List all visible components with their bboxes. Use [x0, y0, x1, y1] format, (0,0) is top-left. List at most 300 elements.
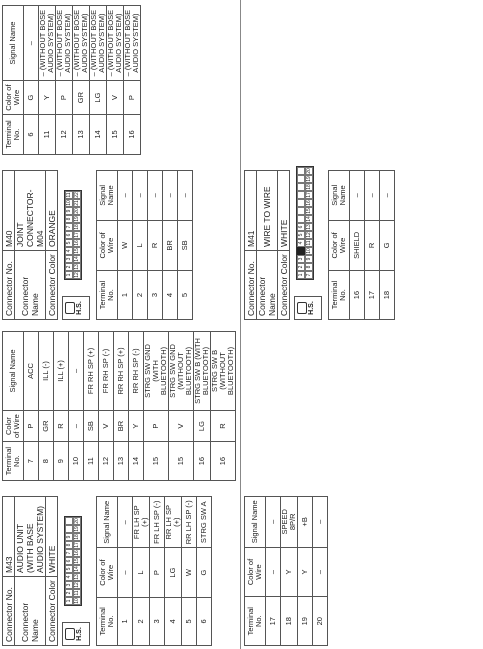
pin-cell: 8: [65, 215, 73, 223]
signal-name: STRG SW GND (WITHOUT BLUETOOTH): [169, 332, 194, 411]
terminal-row: [118, 497, 133, 646]
panel-m43-cont: [244, 326, 480, 646]
wire-color: R: [148, 220, 163, 270]
hs-badge: [62, 296, 90, 320]
terminal-no: 20: [313, 597, 328, 646]
signal-name: –: [313, 497, 328, 548]
header-row: [15, 171, 46, 320]
center-divider-vertical: [240, 0, 241, 649]
terminal-row: [133, 497, 150, 646]
connector-diagram: [58, 165, 96, 320]
terminal-row: [178, 171, 193, 320]
pin-cell-empty: [297, 183, 305, 191]
connector-name-label: Connector Name: [257, 251, 278, 320]
signal-name-header: Signal Name: [3, 332, 24, 411]
signal-name: – (WITHOUT BOSE AUDIO SYSTEM): [90, 6, 107, 81]
header-row: [257, 171, 278, 320]
terminal-table-header: [3, 332, 24, 481]
wire-color: G: [197, 548, 212, 597]
pin-cell-empty: [297, 207, 305, 215]
terminal-no: 16: [211, 442, 236, 481]
signal-name: –: [266, 497, 281, 548]
terminal-row: [313, 497, 328, 646]
wire-color: V: [169, 410, 194, 441]
pin-cell-empty: [65, 517, 73, 525]
terminal-no: 13: [73, 114, 90, 154]
terminal-no: 18: [281, 597, 298, 646]
signal-name: +B: [298, 497, 313, 548]
wire-color: G: [24, 81, 39, 115]
m40-left: [2, 165, 193, 320]
wire-color: P: [124, 81, 141, 115]
signal-name: –: [380, 171, 395, 221]
pin-cell: 6: [65, 231, 73, 239]
header-row: [15, 497, 46, 646]
pin-cell: 13: [74, 574, 80, 580]
terminal-row: [84, 332, 99, 481]
terminal-no: 7: [24, 442, 39, 481]
terminal-row: [24, 6, 39, 155]
signal-name: FR RH SP (+): [84, 332, 99, 411]
wire-color: P: [56, 81, 73, 115]
terminal-table: [244, 496, 328, 646]
terminal-no: 12: [99, 442, 114, 481]
pin-cell: 20: [74, 518, 80, 524]
pin-cell: 3: [65, 255, 73, 263]
terminal-row: [129, 332, 144, 481]
wire-color-header: Color of Wire: [3, 81, 24, 115]
terminal-row: [99, 332, 114, 481]
terminal-no: 13: [114, 442, 129, 481]
header-row: [278, 171, 290, 320]
wire-color-header: Color of Wire: [3, 410, 24, 441]
signal-name: –: [118, 497, 133, 548]
pin-cell: 5: [297, 231, 305, 239]
connector-icon: [65, 628, 75, 640]
signal-name: – (WITHOUT BOSE AUDIO SYSTEM): [124, 6, 141, 81]
wire-color: –: [313, 547, 328, 597]
terminal-no: 11: [39, 114, 56, 154]
wire-color: BR: [163, 220, 178, 270]
terminal-row: [197, 497, 212, 646]
terminal-no: 19: [298, 597, 313, 646]
terminal-row: [54, 332, 69, 481]
terminal-no: 8: [39, 442, 54, 481]
pin-cell: 19: [74, 216, 80, 222]
terminal-no: 18: [380, 271, 395, 320]
connector-number-value: M43: [3, 497, 15, 577]
signal-name: – (WITHOUT BOSE AUDIO SYSTEM): [73, 6, 90, 81]
terminal-row: [281, 497, 298, 646]
terminal-row: [298, 497, 313, 646]
terminal-no: 3: [148, 271, 163, 320]
signal-name-header: Signal Name: [3, 6, 24, 81]
header-row: [46, 497, 58, 646]
wire-color: P: [144, 410, 169, 441]
pin-cell: 16: [74, 240, 80, 246]
wire-color: GR: [73, 81, 90, 115]
wire-color: –: [118, 548, 133, 597]
terminal-no: 2: [133, 271, 148, 320]
m43-left: [2, 491, 212, 646]
header-row: [46, 171, 58, 320]
wire-color: P: [24, 410, 39, 441]
signal-name: FR RH SP (-): [99, 332, 114, 411]
wire-color: Y: [129, 410, 144, 441]
pin-cell: 12: [74, 582, 80, 588]
wire-color: SHIELD: [350, 220, 365, 271]
pin-cell: 16: [306, 200, 312, 206]
terminal-row: [144, 332, 169, 481]
signal-name: –: [69, 332, 84, 411]
wire-color: Y: [298, 547, 313, 597]
terminal-row: [148, 171, 163, 320]
pin-cell: 15: [74, 248, 80, 254]
wire-color: P: [150, 548, 165, 597]
pin-cell: 20: [306, 168, 312, 174]
terminal-no: 1: [118, 597, 133, 645]
pin-cell: 18: [306, 184, 312, 190]
header-row: [245, 171, 257, 320]
connector-diagram: [58, 491, 96, 646]
signal-name: STRG SW GND (WITH BLUETOOTH): [144, 332, 169, 411]
pin-cell: 11: [66, 192, 72, 198]
pin-cell: 5: [65, 565, 73, 573]
pin-cell: 16: [74, 550, 80, 556]
pin-cell: 7: [65, 223, 73, 231]
pin-cell: 8: [65, 541, 73, 549]
terminal-table: [2, 331, 236, 481]
terminal-row: [169, 332, 194, 481]
connector-number-value: M40: [3, 171, 15, 251]
pin-cell: 20: [74, 208, 80, 214]
terminal-no: 6: [197, 597, 212, 645]
pin-cell: 1: [65, 597, 73, 605]
signal-name: –: [133, 171, 148, 221]
terminal-row: [350, 171, 365, 320]
pin-cell: 22: [74, 192, 80, 198]
terminal-row: [39, 332, 54, 481]
pin-cell-empty: [297, 191, 305, 199]
terminal-row: [107, 6, 124, 155]
connector-name-value: WIRE TO WIRE: [257, 171, 278, 251]
header-row: [3, 171, 15, 320]
terminal-no: 9: [54, 442, 69, 481]
wire-color: Y: [39, 81, 56, 115]
terminal-row: [39, 6, 56, 155]
terminal-row: [163, 171, 178, 320]
pin-cell: 2: [297, 263, 305, 271]
signal-name: –: [178, 171, 193, 221]
terminal-no-header: Terminal No.: [97, 271, 118, 320]
terminal-row: [150, 497, 165, 646]
header-row: [3, 497, 15, 646]
terminal-row: [211, 332, 236, 481]
signal-name: RR RH SP (+): [114, 332, 129, 411]
signal-name: STRG SW B (WITHOUT BLUETOOTH): [211, 332, 236, 411]
terminal-table: [96, 496, 212, 646]
terminal-row: [118, 171, 133, 320]
pin-cell: 6: [65, 557, 73, 565]
terminal-row: [24, 332, 39, 481]
connector-header: [2, 496, 58, 646]
connector-number-label: Connector No.: [245, 251, 257, 320]
terminal-no: 12: [56, 114, 73, 154]
terminal-no: 4: [165, 597, 182, 645]
terminal-row: [73, 6, 90, 155]
pin-cell: 1: [297, 271, 305, 279]
terminal-no: 1: [118, 271, 133, 320]
m40-right: [2, 5, 141, 155]
signal-name: –: [350, 171, 365, 221]
signal-name-header: Signal Name: [329, 171, 350, 221]
connector-number-label: Connector No.: [3, 251, 15, 320]
wire-color-header: Color of Wire: [245, 547, 266, 597]
pin-layout: [64, 516, 82, 606]
wire-color: LG: [90, 81, 107, 115]
pin-cell: 8: [305, 263, 313, 271]
terminal-row: [182, 497, 197, 646]
connector-color-label: Connector Color: [46, 577, 58, 646]
pin-cell: 2: [65, 263, 73, 271]
signal-name: STRG SW A: [197, 497, 212, 548]
pin-cell: 3: [297, 255, 305, 263]
signal-name-header: Signal Name: [97, 171, 118, 221]
terminal-no: 16: [124, 114, 141, 154]
wire-color: W: [118, 220, 133, 270]
pin-cell: 9: [65, 207, 73, 215]
signal-name: –: [118, 171, 133, 221]
terminal-row: [114, 332, 129, 481]
terminal-row: [380, 171, 395, 320]
pin-layout: [64, 190, 82, 280]
pin-cell: 14: [74, 256, 80, 262]
pin-cell: 19: [306, 176, 312, 182]
wire-color: Y: [281, 547, 298, 597]
panel-m43: [2, 326, 238, 646]
terminal-row: [124, 6, 141, 155]
hs-label: H.S.: [76, 301, 83, 315]
terminal-table-header: [329, 171, 350, 320]
hs-label: H.S.: [308, 301, 315, 315]
pin-cell: 4: [65, 247, 73, 255]
pin-cell: 6: [297, 223, 305, 231]
pin-cell: 12: [306, 232, 312, 238]
m43c-left: [244, 496, 328, 646]
connector-icon: [297, 302, 307, 314]
terminal-row: [194, 332, 211, 481]
signal-name-header: Signal Name: [97, 497, 118, 548]
signal-name: FR LH SP (-): [150, 497, 165, 548]
signal-name: RR LH SP (+): [165, 497, 182, 548]
connector-color-label: Connector Color: [46, 251, 58, 320]
pin-cell: 7: [65, 549, 73, 557]
terminal-no: 3: [150, 597, 165, 645]
wire-color: GR: [39, 410, 54, 441]
pin-cell-empty: [297, 167, 305, 175]
panel-row: [2, 326, 236, 646]
pin-cell: 10: [306, 248, 312, 254]
connector-header: [2, 170, 58, 320]
pin-cell: 21: [74, 200, 80, 206]
terminal-row: [90, 6, 107, 155]
terminal-table: [2, 5, 141, 155]
pin-cell: 19: [74, 526, 80, 532]
wire-color-header: Color of Wire: [97, 548, 118, 597]
connector-icon: [65, 302, 75, 314]
terminal-no: 5: [182, 597, 197, 645]
signal-name: ACC: [24, 332, 39, 411]
pin-cell: 18: [74, 534, 80, 540]
terminal-no-header: Terminal No.: [3, 442, 24, 481]
connector-name-label: Connector Name: [15, 577, 46, 646]
connector-color-value: ORANGE: [46, 171, 58, 251]
m41-left: [244, 165, 395, 320]
terminal-row: [133, 171, 148, 320]
wire-color: LG: [165, 548, 182, 597]
pin-cell-empty: [297, 175, 305, 183]
signal-name: RR LH SP (-): [182, 497, 197, 548]
wire-color: –: [266, 547, 281, 597]
hs-badge: [294, 296, 322, 320]
pin-cell: 10: [66, 200, 72, 206]
terminal-table: [96, 170, 193, 320]
terminal-row: [69, 332, 84, 481]
terminal-no-header: Terminal No.: [329, 271, 350, 320]
pin-cell: 9: [305, 255, 313, 263]
connector-diagram: [290, 165, 328, 320]
pin-layout: [296, 166, 314, 280]
pin-cell: 17: [74, 232, 80, 238]
pin-cell: [297, 247, 305, 255]
connector-number-label: Connector No.: [3, 577, 15, 646]
wire-color: R: [365, 220, 380, 271]
terminal-table-header: [245, 497, 266, 646]
signal-name: – (WITHOUT BOSE AUDIO SYSTEM): [39, 6, 56, 81]
pin-cell-empty: [297, 215, 305, 223]
panel-m41: [244, 0, 480, 320]
pin-cell: 3: [65, 581, 73, 589]
wire-color: SB: [178, 220, 193, 270]
wire-color: L: [133, 220, 148, 270]
hs-badge: [62, 622, 90, 646]
signal-name: – (WITHOUT BOSE AUDIO SYSTEM): [107, 6, 124, 81]
signal-name: FR LH SP (+): [133, 497, 150, 548]
terminal-no-header: Terminal No.: [97, 597, 118, 645]
connector-name-value: JOINT CONNECTOR-M04: [15, 171, 46, 251]
terminal-no: 10: [69, 442, 84, 481]
terminal-row: [165, 497, 182, 646]
pin-cell: 13: [306, 224, 312, 230]
terminal-row: [56, 6, 73, 155]
terminal-no-header: Terminal No.: [3, 114, 24, 154]
signal-name: SPEED 8P/R: [281, 497, 298, 548]
signal-name-header: Signal Name: [245, 497, 266, 548]
wire-color: R: [211, 410, 236, 441]
pin-cell: 17: [306, 192, 312, 198]
pin-cell: 7: [305, 271, 313, 279]
pin-cell: 10: [74, 598, 80, 604]
terminal-no: 6: [24, 114, 39, 154]
connector-name-label: Connector Name: [15, 251, 46, 320]
pin-cell: 1: [65, 271, 73, 279]
signal-name: –: [365, 171, 380, 221]
pin-cell: 14: [306, 216, 312, 222]
terminal-no: 15: [169, 442, 194, 481]
pin-cell: 13: [74, 264, 80, 270]
wire-color: V: [99, 410, 114, 441]
signal-name: STRG SW B (WITH BLUETOOTH): [194, 332, 211, 411]
terminal-row: [365, 171, 380, 320]
pin-cell: 12: [74, 272, 80, 278]
wire-color: L: [133, 548, 150, 597]
pin-cell-empty: [297, 199, 305, 207]
terminal-no: 17: [365, 271, 380, 320]
wire-color-header: Color of Wire: [97, 220, 118, 270]
connector-number-value: M41: [245, 171, 257, 251]
wire-color: BR: [114, 410, 129, 441]
wire-color: V: [107, 81, 124, 115]
signal-name: RR RH SP (-): [129, 332, 144, 411]
wire-color: G: [380, 220, 395, 271]
terminal-no: 4: [163, 271, 178, 320]
panel-row: [244, 326, 328, 646]
signal-name: ILL (-): [39, 332, 54, 411]
pin-cell: 11: [306, 240, 312, 246]
wire-color: SB: [84, 410, 99, 441]
pin-cell: 2: [65, 589, 73, 597]
panel-row: [2, 0, 193, 320]
terminal-table-header: [3, 6, 24, 155]
connector-color-value: WHITE: [278, 171, 290, 251]
pin-cell-empty: [65, 525, 73, 533]
pin-cell: 9: [65, 533, 73, 541]
terminal-no: 2: [133, 597, 150, 645]
terminal-no-header: Terminal No.: [245, 597, 266, 646]
terminal-no: 15: [144, 442, 169, 481]
terminal-no: 16: [194, 442, 211, 481]
signal-name: –: [24, 6, 39, 81]
wire-color-header: Color of Wire: [329, 220, 350, 271]
connector-name-value: AUDIO UNIT (WITH BASE AUDIO SYSTEM): [15, 497, 46, 577]
pin-cell: 17: [74, 542, 80, 548]
signal-name: –: [148, 171, 163, 221]
pin-cell: 15: [306, 208, 312, 214]
terminal-no: 11: [84, 442, 99, 481]
terminal-no: 16: [350, 271, 365, 320]
connector-color-label: Connector Color: [278, 251, 290, 320]
hs-label: H.S.: [76, 627, 83, 641]
pin-cell: 15: [74, 558, 80, 564]
m43-right: [2, 331, 236, 481]
connector-header: [244, 170, 290, 320]
terminal-table: [328, 170, 395, 320]
wire-color: W: [182, 548, 197, 597]
panel-row: [244, 0, 395, 320]
pin-cell: 11: [74, 590, 80, 596]
pin-cell: 14: [74, 566, 80, 572]
terminal-row: [266, 497, 281, 646]
pin-cell: 18: [74, 224, 80, 230]
pin-cell: 4: [65, 573, 73, 581]
pin-cell: 5: [65, 239, 73, 247]
terminal-no: 15: [107, 114, 124, 154]
terminal-table-header: [97, 171, 118, 320]
terminal-no: 17: [266, 597, 281, 646]
wire-color: LG: [194, 410, 211, 441]
terminal-table-header: [97, 497, 118, 646]
terminal-no: 5: [178, 271, 193, 320]
